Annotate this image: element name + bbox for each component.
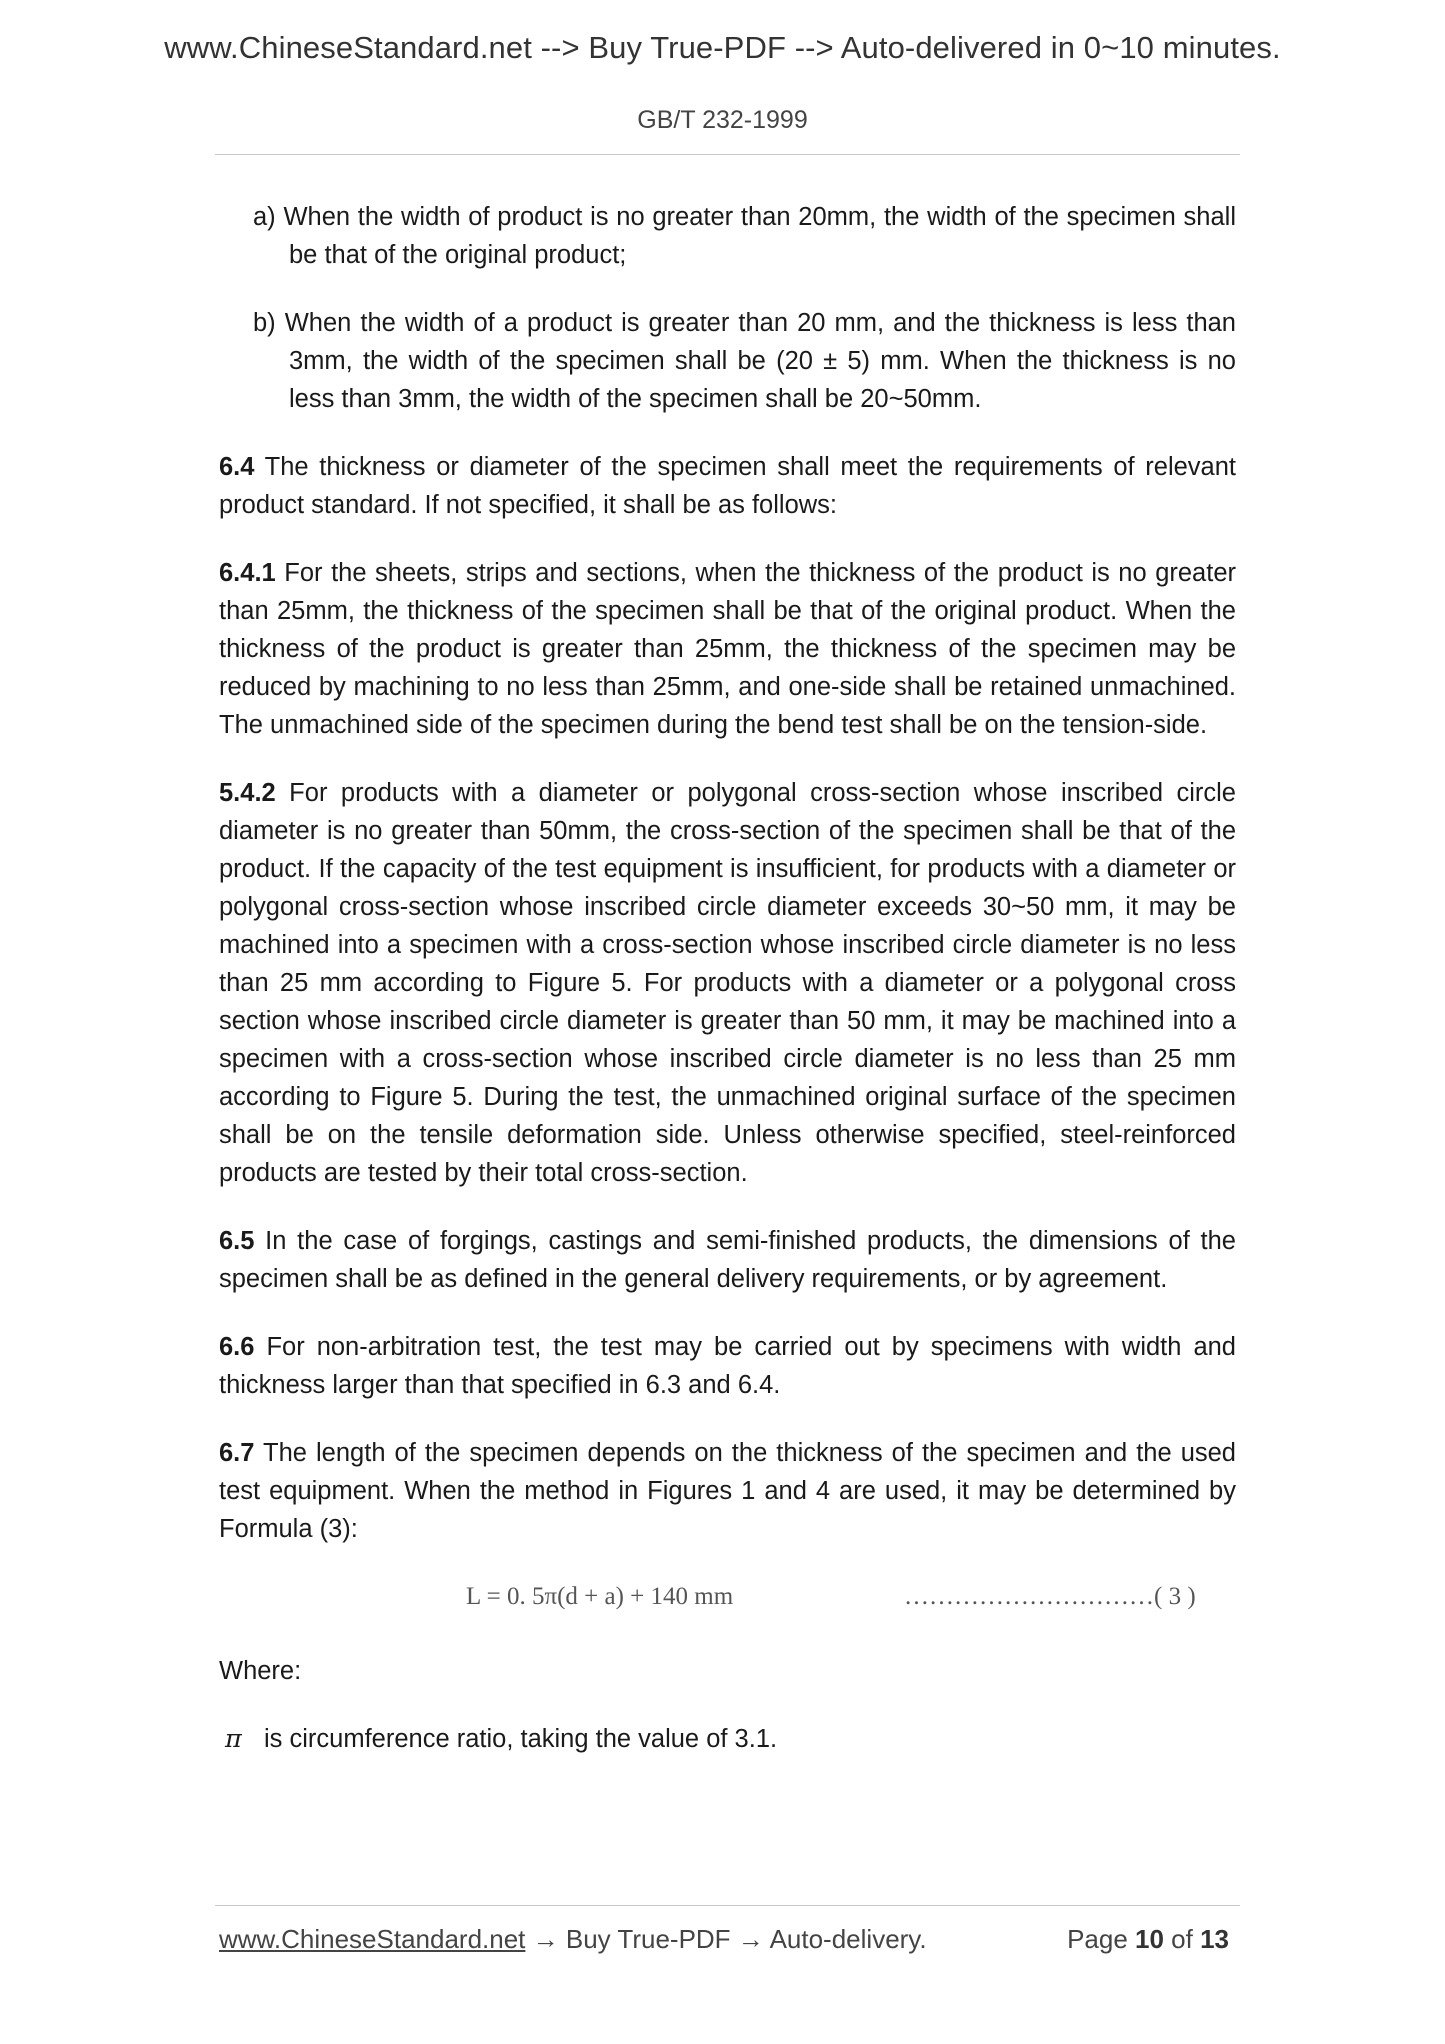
- clause-6-5: [219, 1222, 1236, 1298]
- site-link[interactable]: www.ChineseStandard.net: [219, 1924, 526, 1954]
- clause-text: For the sheets, strips and sections, when the thickness of the product is no greater than 25mm, the thickness of the specimen shall be that of the original product. When the thickness of the product is greater than 25mm, the thickness of the specimen may be reduced by machining to no less than 25mm, and one-side shall be retained unmachined. The unmachined side of the specimen during the bend test shall be on the tension-side.: [219, 559, 1236, 739]
- formula-expression: L = 0. 5π(d + a) + 140 mm: [466, 1583, 734, 1610]
- list-marker-b: b): [253, 309, 276, 337]
- total-pages: 13: [1200, 1924, 1229, 1954]
- definition-pi: [219, 1720, 1236, 1758]
- formula-number: …………………………( 3 ): [904, 1583, 1196, 1610]
- footer-tagline: → Buy True-PDF → Auto-delivery.: [525, 1924, 927, 1954]
- of-word: of: [1163, 1924, 1201, 1954]
- clause-text: The thickness or diameter of the specimen shall meet the requirements of relevant product standard. If not specified, it shall be as follows:: [219, 453, 1236, 519]
- footer-divider: [215, 1905, 1240, 1906]
- clause-6-4: [219, 448, 1236, 524]
- current-page: 10: [1135, 1924, 1164, 1954]
- list-marker-a: a): [253, 203, 276, 231]
- clause-6-7: [219, 1434, 1236, 1548]
- clause-number: 6.4.1: [219, 559, 276, 587]
- source-banner: www.ChineseStandard.net --> Buy True-PDF --> Auto-delivered in 0~10 minutes.: [164, 30, 1281, 65]
- clause-text: The length of the specimen depends on the thickness of the specimen and the used test equipment. When the method in Figures 1 and 4 are used, it may be determined by Formula (3):: [219, 1439, 1236, 1543]
- clause-6-4-1: [219, 554, 1236, 744]
- clause-5-4-2: [219, 774, 1236, 1192]
- definition-text: is circumference ratio, taking the value of 3.1.: [264, 1725, 778, 1753]
- clause-6-6: [219, 1328, 1236, 1404]
- pi-symbol: π: [225, 1724, 242, 1754]
- clause-text: In the case of forgings, castings and semi-finished products, the dimensions of the specimen shall be as defined in the general delivery requirements, or by agreement.: [219, 1227, 1236, 1293]
- header-divider: [215, 154, 1240, 155]
- clause-number: 5.4.2: [219, 779, 276, 807]
- list-text-a: When the width of product is no greater than 20mm, the width of the specimen shall be that of the original product;: [283, 203, 1236, 269]
- where-label: Where:: [219, 1657, 302, 1685]
- clause-number: 6.6: [219, 1333, 255, 1361]
- page-indicator: [1067, 1924, 1229, 1955]
- list-text-b: When the width of a product is greater than 20 mm, and the thickness is less than 3mm, the width of the specimen shall be (20 ± 5) mm. When the thickness is no less than 3mm, the width of the specimen shall be 20~50mm.: [284, 309, 1236, 413]
- formula-3: [219, 1578, 1236, 1616]
- clause-number: 6.5: [219, 1227, 255, 1255]
- clause-number: 6.4: [219, 453, 255, 481]
- clause-text: For non-arbitration test, the test may be carried out by specimens with width and thickness larger than that specified in 6.3 and 6.4.: [219, 1333, 1236, 1399]
- footer-left: [219, 1924, 927, 1955]
- page-body: [219, 198, 1236, 1758]
- clause-text: For products with a diameter or polygonal cross-section whose inscribed circle diameter is no greater than 50mm, the cross-section of the specimen shall be that of the product. If the capacity of the test equipment is insufficient, for products with a diameter or polygonal cross-section whose inscribed circle diameter exceeds 30~50 mm, it may be machined into a specimen with a cross-section whose inscribed circle diameter is no less than 25 mm according to Figure 5. For products with a diameter or a polygonal cross section whose inscribed circle diameter is greater than 50 mm, it may be machined into a specimen with a cross-section whose inscribed circle diameter is no less than 25 mm according to Figure 5. During the test, the unmachined original surface of the specimen shall be on the tensile deformation side. Unless otherwise specified, steel-reinforced products are tested by their total cross-section.: [219, 779, 1236, 1187]
- document-code: GB/T 232-1999: [637, 106, 808, 134]
- list-item-b: [219, 304, 1236, 418]
- clause-number: 6.7: [219, 1439, 255, 1467]
- list-item-a: [219, 198, 1236, 274]
- footer: [219, 1924, 1229, 1964]
- page-word: Page: [1067, 1924, 1136, 1954]
